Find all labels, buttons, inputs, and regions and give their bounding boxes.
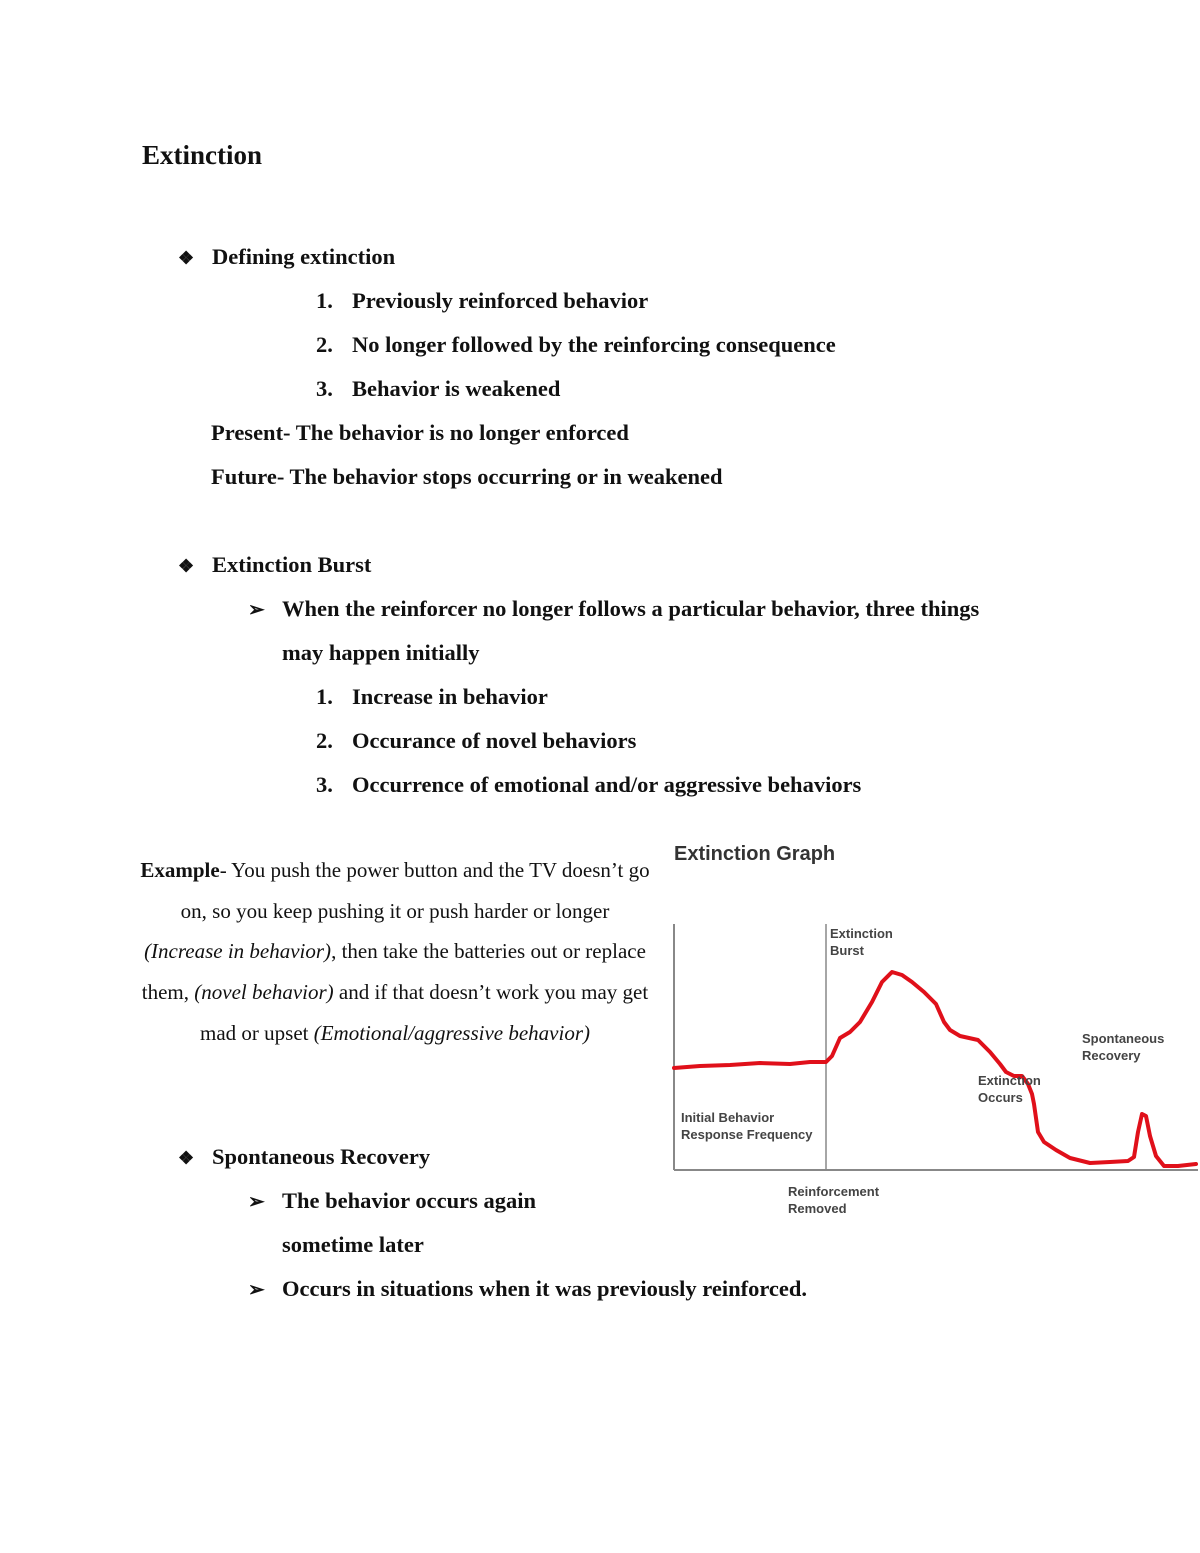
recovery-arrow-line-cont: sometime later <box>282 1232 424 1257</box>
recovery-arrow-line-2: ➢ Occurs in situations when it was previously reinforced. <box>248 1276 808 1301</box>
label-initial-behavior-2: Response Frequency <box>681 1127 813 1142</box>
list-item: 1. Increase in behavior <box>316 684 548 709</box>
label-extinction-occurs: Extinction <box>978 1073 1041 1088</box>
example-paragraph: Example- You push the power button and the TV doesn’t go on, so you keep pushing it or push harder or longer (Increase in behavior), then take the batteries out or replace them, (novel behavior) and if that doesn’t work you may get mad or upset (Emotional/aggressive behavior) <box>140 858 650 1045</box>
arrow-bullet-icon: ➢ <box>248 599 265 621</box>
page-title: Extinction <box>142 140 263 170</box>
diamond-bullet-icon: ❖ <box>178 248 195 268</box>
recovery-arrow-line: ➢ The behavior occurs again <box>248 1188 536 1213</box>
label-spontaneous-recovery-2: Recovery <box>1082 1048 1141 1063</box>
label-reinforcement-removed: Reinforcement <box>788 1184 880 1199</box>
present-line: Present- The behavior is no longer enforced <box>211 420 629 445</box>
label-reinforcement-removed-2: Removed <box>788 1201 847 1216</box>
list-item: 3. Occurrence of emotional and/or aggressive behaviors <box>316 772 862 797</box>
list-item: 2. Occurance of novel behaviors <box>316 728 637 753</box>
burst-heading: Extinction Burst <box>212 552 372 577</box>
burst-arrow-line-cont: may happen initially <box>282 640 480 665</box>
label-initial-behavior: Initial Behavior <box>681 1110 775 1125</box>
label-extinction-occurs-2: Occurs <box>978 1090 1023 1105</box>
recovery-heading: Spontaneous Recovery <box>212 1144 431 1169</box>
diamond-bullet-icon: ❖ <box>178 1148 195 1168</box>
label-spontaneous-recovery: Spontaneous <box>1082 1031 1165 1046</box>
label-extinction-burst: Extinction <box>830 926 893 941</box>
extinction-graph <box>660 832 1200 1232</box>
example-label: Example <box>140 858 220 882</box>
list-item: 2. No longer followed by the reinforcing consequence <box>316 332 836 357</box>
diamond-bullet-icon: ❖ <box>178 556 195 576</box>
future-line: Future- The behavior stops occurring or in weakened <box>211 464 723 489</box>
burst-heading-row <box>178 552 371 578</box>
arrow-bullet-icon: ➢ <box>248 1279 265 1301</box>
burst-arrow-line: ➢ When the reinforcer no longer follows a particular behavior, three things <box>248 596 980 621</box>
defining-heading: Defining extinction <box>212 244 396 269</box>
list-item: 3. Behavior is weakened <box>316 376 561 401</box>
graph-title: Extinction Graph <box>674 843 836 865</box>
recovery-heading-row <box>178 1144 430 1170</box>
label-extinction-burst-2: Burst <box>830 943 864 958</box>
defining-heading-row <box>178 244 395 270</box>
list-item: 1. Previously reinforced behavior <box>316 288 649 313</box>
arrow-bullet-icon: ➢ <box>248 1191 265 1213</box>
